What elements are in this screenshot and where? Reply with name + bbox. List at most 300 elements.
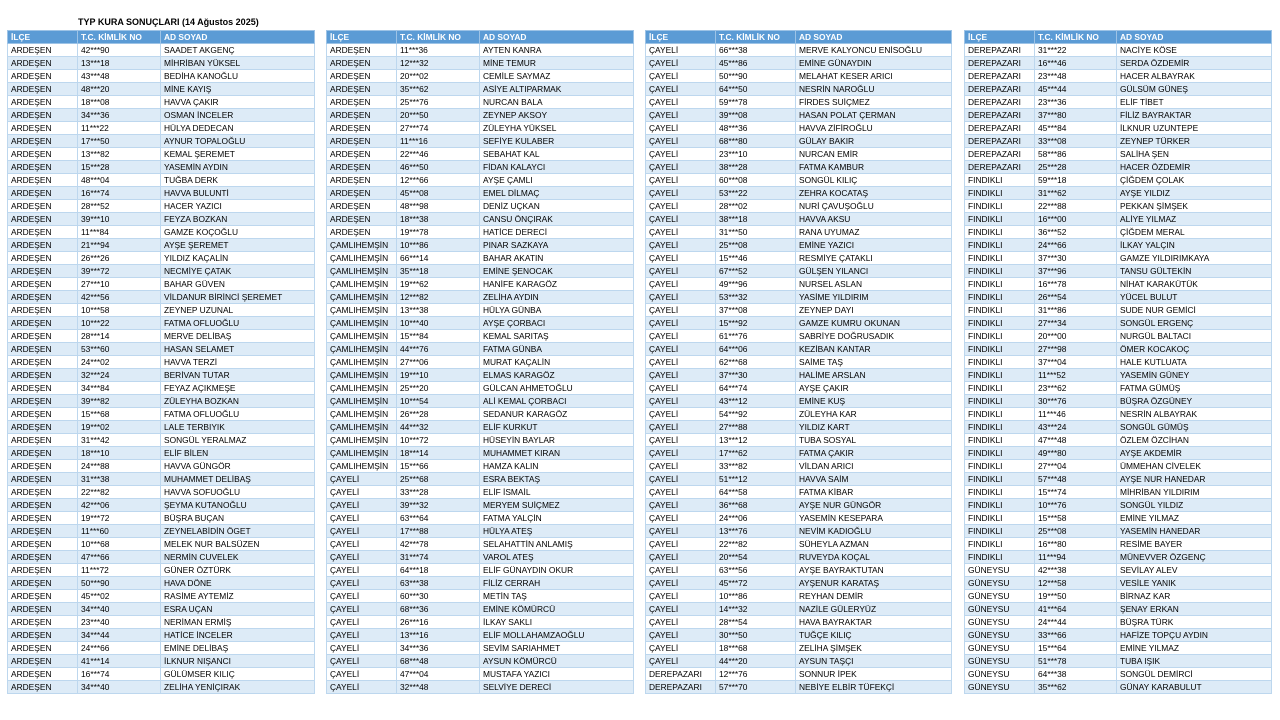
cell-tc-kimlik-no: 41***64: [1035, 603, 1117, 616]
table-row: [8, 382, 315, 395]
cell-tc-kimlik-no: 27***74: [397, 122, 480, 135]
cell-ad-soyad: YASİME YILDIRIM: [796, 291, 952, 304]
table-row: [327, 252, 634, 265]
table-row: [327, 629, 634, 642]
table-row: [327, 226, 634, 239]
table-row: [965, 356, 1272, 369]
cell-tc-kimlik-no: 36***68: [716, 499, 796, 512]
cell-ilce: ARDEŞEN: [327, 174, 397, 187]
cell-ad-soyad: İLKAY YALÇIN: [1117, 239, 1272, 252]
table-row: [327, 447, 634, 460]
cell-ilce: ÇAYELİ: [646, 577, 716, 590]
cell-tc-kimlik-no: 12***66: [397, 174, 480, 187]
cell-tc-kimlik-no: 42***06: [78, 499, 161, 512]
cell-ad-soyad: RUVEYDA KOÇAL: [796, 551, 952, 564]
cell-tc-kimlik-no: 24***06: [716, 512, 796, 525]
table-row: [646, 83, 952, 96]
table-row: [646, 616, 952, 629]
cell-tc-kimlik-no: 26***54: [1035, 291, 1117, 304]
cell-ad-soyad: ÜMMEHAN CİVELEK: [1117, 460, 1272, 473]
cell-ad-soyad: ELİF KURKUT: [480, 421, 634, 434]
table-row: [327, 369, 634, 382]
cell-tc-kimlik-no: 27***04: [1035, 460, 1117, 473]
cell-ad-soyad: BÜŞRA ÖZGÜNEY: [1117, 395, 1272, 408]
table-row: [327, 161, 634, 174]
cell-ilce: ÇAYELİ: [327, 629, 397, 642]
header-tc-kimlik-no: T.C. KİMLİK NO: [397, 31, 480, 44]
cell-ilce: DEREPAZARI: [965, 135, 1035, 148]
cell-tc-kimlik-no: 35***18: [397, 265, 480, 278]
cell-tc-kimlik-no: 48***98: [397, 200, 480, 213]
cell-ilce: ARDEŞEN: [8, 356, 78, 369]
cell-ad-soyad: NESRİN NAROĞLU: [796, 83, 952, 96]
table-row: [8, 70, 315, 83]
cell-ilce: ARDEŞEN: [8, 512, 78, 525]
cell-ilce: ÇAYELİ: [646, 70, 716, 83]
table-row: [327, 564, 634, 577]
cell-ilce: FINDIKLI: [965, 525, 1035, 538]
cell-ad-soyad: HAVVA BULUNTİ: [161, 187, 315, 200]
cell-tc-kimlik-no: 13***12: [716, 434, 796, 447]
cell-ad-soyad: HANİFE KARAGÖZ: [480, 278, 634, 291]
cell-ad-soyad: SERDA ÖZDEMİR: [1117, 57, 1272, 70]
header-ilce: İLÇE: [8, 31, 78, 44]
table-row: [646, 200, 952, 213]
table-row: [965, 343, 1272, 356]
table-row: [646, 668, 952, 681]
cell-ad-soyad: NURCAN BALA: [480, 96, 634, 109]
cell-ad-soyad: BAHAR AKATIN: [480, 252, 634, 265]
cell-tc-kimlik-no: 31***38: [78, 473, 161, 486]
table-row: [327, 213, 634, 226]
cell-ilce: ARDEŞEN: [8, 252, 78, 265]
cell-tc-kimlik-no: 23***62: [1035, 382, 1117, 395]
cell-ad-soyad: RASİME AYTEMİZ: [161, 590, 315, 603]
cell-ilce: ARDEŞEN: [8, 291, 78, 304]
cell-ilce: ARDEŞEN: [8, 499, 78, 512]
cell-ilce: ÇAYELİ: [646, 642, 716, 655]
cell-ilce: ARDEŞEN: [8, 447, 78, 460]
header-ilce: İLÇE: [646, 31, 716, 44]
cell-ad-soyad: BAHAR GÜVEN: [161, 278, 315, 291]
header-ad-soyad: AD SOYAD: [480, 31, 634, 44]
cell-tc-kimlik-no: 45***86: [716, 57, 796, 70]
table-row: [327, 655, 634, 668]
table-row: [646, 499, 952, 512]
cell-ad-soyad: SONGÜL KILIÇ: [796, 174, 952, 187]
table-row: [965, 447, 1272, 460]
cell-ad-soyad: HACER YAZICI: [161, 200, 315, 213]
cell-tc-kimlik-no: 33***28: [397, 486, 480, 499]
cell-ilce: ÇAYELİ: [646, 590, 716, 603]
table-row: [965, 460, 1272, 473]
table-row: [8, 434, 315, 447]
cell-ad-soyad: NERMİN CUVELEK: [161, 551, 315, 564]
cell-ilce: ARDEŞEN: [8, 525, 78, 538]
table-row: [646, 655, 952, 668]
table-row: [327, 616, 634, 629]
cell-ilce: FINDIKLI: [965, 512, 1035, 525]
cell-ilce: ÇAYELİ: [646, 343, 716, 356]
cell-ilce: ARDEŞEN: [8, 265, 78, 278]
table-row: [8, 512, 315, 525]
table-row: [646, 57, 952, 70]
table-row: [327, 408, 634, 421]
cell-tc-kimlik-no: 26***16: [397, 616, 480, 629]
cell-ilce: GÜNEYSU: [965, 668, 1035, 681]
header-tc-kimlik-no: T.C. KİMLİK NO: [1035, 31, 1117, 44]
cell-ad-soyad: SONGÜL GÜMÜŞ: [1117, 421, 1272, 434]
table-row: [646, 239, 952, 252]
cell-ilce: ÇAYELİ: [646, 395, 716, 408]
cell-tc-kimlik-no: 47***04: [397, 668, 480, 681]
table-row: [327, 135, 634, 148]
cell-ad-soyad: SELAHATTİN ANLAMIŞ: [480, 538, 634, 551]
table-row: [965, 564, 1272, 577]
cell-ad-soyad: RANA UYUMAZ: [796, 226, 952, 239]
cell-ilce: ÇAYELİ: [646, 161, 716, 174]
cell-ilce: ÇAYELİ: [646, 356, 716, 369]
table-row: [327, 330, 634, 343]
cell-ad-soyad: OSMAN İNCELER: [161, 109, 315, 122]
cell-ilce: DEREPAZARI: [965, 109, 1035, 122]
cell-ilce: ARDEŞEN: [8, 96, 78, 109]
table-row: [965, 642, 1272, 655]
cell-tc-kimlik-no: 32***48: [397, 681, 480, 694]
cell-tc-kimlik-no: 54***92: [716, 408, 796, 421]
cell-tc-kimlik-no: 10***86: [716, 590, 796, 603]
cell-ad-soyad: EMİNE YILMAZ: [1117, 642, 1272, 655]
cell-tc-kimlik-no: 35***62: [397, 83, 480, 96]
cell-ilce: DEREPAZARI: [965, 70, 1035, 83]
cell-ad-soyad: DENİZ UÇKAN: [480, 200, 634, 213]
cell-ad-soyad: SONGÜL ERGENÇ: [1117, 317, 1272, 330]
table-row: [646, 460, 952, 473]
cell-tc-kimlik-no: 24***66: [1035, 239, 1117, 252]
cell-tc-kimlik-no: 38***28: [716, 161, 796, 174]
cell-ilce: ÇAYELİ: [646, 369, 716, 382]
cell-tc-kimlik-no: 20***54: [716, 551, 796, 564]
cell-ad-soyad: HÜLYA DEDECAN: [161, 122, 315, 135]
cell-tc-kimlik-no: 42***56: [78, 291, 161, 304]
cell-ad-soyad: SELVİYE DERECİ: [480, 681, 634, 694]
cell-ad-soyad: İLKAY SAKLI: [480, 616, 634, 629]
table-row: [327, 538, 634, 551]
header-tc-kimlik-no: T.C. KİMLİK NO: [716, 31, 796, 44]
cell-ilce: GÜNEYSU: [965, 655, 1035, 668]
table-row: [965, 434, 1272, 447]
cell-ad-soyad: NEVİM KADIOĞLU: [796, 525, 952, 538]
cell-ilce: ÇAYELİ: [646, 421, 716, 434]
cell-tc-kimlik-no: 18***08: [78, 96, 161, 109]
cell-ad-soyad: SEVİM SARIAHMET: [480, 642, 634, 655]
table-row: [646, 512, 952, 525]
table-row: [965, 603, 1272, 616]
table-row: [646, 265, 952, 278]
cell-ad-soyad: MİNE TEMUR: [480, 57, 634, 70]
cell-ad-soyad: MERVE KALYONCU ENİSOĞLU: [796, 44, 952, 57]
cell-tc-kimlik-no: 13***76: [716, 525, 796, 538]
cell-tc-kimlik-no: 25***76: [397, 96, 480, 109]
cell-ad-soyad: CANSU ÖNÇIRAK: [480, 213, 634, 226]
cell-ad-soyad: SEBAHAT KAL: [480, 148, 634, 161]
cell-tc-kimlik-no: 15***28: [78, 161, 161, 174]
table-row: [646, 538, 952, 551]
cell-ilce: FINDIKLI: [965, 174, 1035, 187]
cell-ilce: ÇAYELİ: [646, 148, 716, 161]
cell-tc-kimlik-no: 49***80: [1035, 447, 1117, 460]
cell-ilce: FINDIKLI: [965, 551, 1035, 564]
table-row: [965, 655, 1272, 668]
table-row: [327, 343, 634, 356]
table-row: [646, 330, 952, 343]
table-row: [646, 187, 952, 200]
cell-ilce: ARDEŞEN: [8, 109, 78, 122]
cell-tc-kimlik-no: 22***46: [397, 148, 480, 161]
cell-ad-soyad: EMİNE YILMAZ: [1117, 512, 1272, 525]
cell-tc-kimlik-no: 17***62: [716, 447, 796, 460]
table-row: [8, 96, 315, 109]
cell-ilce: ÇAYELİ: [646, 447, 716, 460]
cell-tc-kimlik-no: 33***82: [716, 460, 796, 473]
table-row: [8, 590, 315, 603]
table-row: [965, 421, 1272, 434]
cell-ilce: ARDEŞEN: [327, 135, 397, 148]
cell-tc-kimlik-no: 10***22: [78, 317, 161, 330]
cell-tc-kimlik-no: 17***50: [78, 135, 161, 148]
table-row: [327, 148, 634, 161]
table-row: [327, 109, 634, 122]
table-row: [646, 317, 952, 330]
cell-tc-kimlik-no: 64***38: [1035, 668, 1117, 681]
table-row: [965, 96, 1272, 109]
table-row: [8, 226, 315, 239]
cell-tc-kimlik-no: 12***82: [397, 291, 480, 304]
cell-ad-soyad: YÜCEL BULUT: [1117, 291, 1272, 304]
cell-tc-kimlik-no: 20***00: [1035, 330, 1117, 343]
cell-tc-kimlik-no: 23***10: [716, 148, 796, 161]
cell-tc-kimlik-no: 42***90: [78, 44, 161, 57]
cell-ilce: ÇAYELİ: [327, 473, 397, 486]
cell-ilce: FINDIKLI: [965, 291, 1035, 304]
table-row: [965, 616, 1272, 629]
cell-ilce: ARDEŞEN: [327, 148, 397, 161]
cell-ad-soyad: NURCAN EMİR: [796, 148, 952, 161]
cell-ilce: ARDEŞEN: [8, 538, 78, 551]
cell-ilce: ÇAYELİ: [327, 499, 397, 512]
cell-tc-kimlik-no: 48***20: [78, 83, 161, 96]
cell-tc-kimlik-no: 60***30: [397, 590, 480, 603]
cell-ad-soyad: MİNE KAYIŞ: [161, 83, 315, 96]
cell-ad-soyad: BERİVAN TUTAR: [161, 369, 315, 382]
table-row: [965, 226, 1272, 239]
table-row: [8, 200, 315, 213]
cell-ad-soyad: FATMA ÇAKIR: [796, 447, 952, 460]
cell-ad-soyad: SEDANUR KARAGÖZ: [480, 408, 634, 421]
cell-ilce: FINDIKLI: [965, 239, 1035, 252]
cell-ad-soyad: NECMİYE ÇATAK: [161, 265, 315, 278]
cell-ad-soyad: FATMA OFLUOĞLU: [161, 317, 315, 330]
cell-ad-soyad: YILDIZ KAÇALİN: [161, 252, 315, 265]
table-row: [646, 525, 952, 538]
table-row: [646, 577, 952, 590]
table-row: [327, 96, 634, 109]
cell-ilce: FINDIKLI: [965, 265, 1035, 278]
cell-ad-soyad: ZEYNELABİDİN ÖGET: [161, 525, 315, 538]
table-row: [646, 434, 952, 447]
table-row: [8, 369, 315, 382]
cell-ad-soyad: MELAHAT KESER ARICI: [796, 70, 952, 83]
cell-ad-soyad: SONGÜL DEMİRCİ: [1117, 668, 1272, 681]
cell-ilce: ARDEŞEN: [8, 135, 78, 148]
cell-tc-kimlik-no: 53***60: [78, 343, 161, 356]
table-row: [646, 213, 952, 226]
cell-tc-kimlik-no: 57***48: [1035, 473, 1117, 486]
cell-ilce: ÇAMLIHEMŞİN: [327, 434, 397, 447]
cell-ad-soyad: ŞEYMA KUTANOĞLU: [161, 499, 315, 512]
cell-tc-kimlik-no: 22***88: [1035, 200, 1117, 213]
cell-tc-kimlik-no: 45***84: [1035, 122, 1117, 135]
cell-ad-soyad: FİLİZ CERRAH: [480, 577, 634, 590]
cell-tc-kimlik-no: 48***36: [716, 122, 796, 135]
cell-ilce: GÜNEYSU: [965, 629, 1035, 642]
cell-ad-soyad: MÜNEVVER ÖZGENÇ: [1117, 551, 1272, 564]
cell-tc-kimlik-no: 48***04: [78, 174, 161, 187]
cell-ilce: ARDEŞEN: [8, 564, 78, 577]
cell-ad-soyad: YASEMİN AYDIN: [161, 161, 315, 174]
cell-ilce: FINDIKLI: [965, 330, 1035, 343]
table-row: [327, 642, 634, 655]
cell-ilce: ÇAYELİ: [327, 655, 397, 668]
table-row: [8, 148, 315, 161]
cell-ilce: FINDIKLI: [965, 369, 1035, 382]
cell-ad-soyad: SÜHEYLA AZMAN: [796, 538, 952, 551]
cell-ad-soyad: YASEMİN GÜNEY: [1117, 369, 1272, 382]
cell-ilce: FINDIKLI: [965, 538, 1035, 551]
cell-ilce: ARDEŞEN: [327, 57, 397, 70]
cell-ad-soyad: GÜLÜMSER KILIÇ: [161, 668, 315, 681]
cell-ad-soyad: ELİF TİBET: [1117, 96, 1272, 109]
cell-ilce: ÇAYELİ: [646, 83, 716, 96]
table-row: [965, 200, 1272, 213]
cell-tc-kimlik-no: 61***76: [716, 330, 796, 343]
cell-ilce: ÇAYELİ: [646, 200, 716, 213]
cell-ilce: ARDEŞEN: [327, 83, 397, 96]
cell-ad-soyad: KEZİBAN KANTAR: [796, 343, 952, 356]
header-ilce: İLÇE: [327, 31, 397, 44]
cell-tc-kimlik-no: 64***06: [716, 343, 796, 356]
cell-ilce: ÇAMLIHEMŞİN: [327, 343, 397, 356]
table-row: [965, 70, 1272, 83]
table-row: [8, 161, 315, 174]
cell-ad-soyad: AYŞE NUR HANEDAR: [1117, 473, 1272, 486]
table-row: [646, 148, 952, 161]
table-row: [8, 538, 315, 551]
cell-ilce: ARDEŞEN: [8, 200, 78, 213]
table-row: [8, 122, 315, 135]
cell-ilce: ARDEŞEN: [8, 187, 78, 200]
cell-ad-soyad: NURSEL ASLAN: [796, 278, 952, 291]
cell-ilce: ÇAYELİ: [646, 57, 716, 70]
table-row: [327, 603, 634, 616]
cell-ilce: ÇAYELİ: [327, 577, 397, 590]
table-row: [327, 317, 634, 330]
cell-tc-kimlik-no: 12***76: [716, 668, 796, 681]
cell-ilce: ARDEŞEN: [8, 421, 78, 434]
cell-tc-kimlik-no: 11***60: [78, 525, 161, 538]
table-row: [965, 57, 1272, 70]
cell-ad-soyad: FİDAN KALAYCI: [480, 161, 634, 174]
cell-tc-kimlik-no: 39***72: [78, 265, 161, 278]
cell-ilce: ÇAYELİ: [646, 434, 716, 447]
cell-tc-kimlik-no: 24***44: [1035, 616, 1117, 629]
cell-ilce: ÇAMLIHEMŞİN: [327, 369, 397, 382]
cell-ad-soyad: GAMZE KUMRU OKUNAN: [796, 317, 952, 330]
cell-tc-kimlik-no: 25***08: [716, 239, 796, 252]
cell-tc-kimlik-no: 25***20: [397, 382, 480, 395]
table-row: [965, 512, 1272, 525]
cell-tc-kimlik-no: 13***18: [78, 57, 161, 70]
cell-ilce: ÇAYELİ: [327, 642, 397, 655]
cell-ad-soyad: HÜSEYİN BAYLAR: [480, 434, 634, 447]
cell-tc-kimlik-no: 45***72: [716, 577, 796, 590]
cell-ilce: FINDIKLI: [965, 447, 1035, 460]
table-row: [8, 187, 315, 200]
cell-ad-soyad: KEMAL SARITAŞ: [480, 330, 634, 343]
cell-ad-soyad: ZEYNEP TÜRKER: [1117, 135, 1272, 148]
table-row: [646, 421, 952, 434]
cell-ilce: DEREPAZARI: [965, 83, 1035, 96]
cell-ilce: ARDEŞEN: [8, 486, 78, 499]
cell-tc-kimlik-no: 37***80: [1035, 109, 1117, 122]
cell-ad-soyad: FEYAZ AÇIKMEŞE: [161, 382, 315, 395]
cell-ilce: FINDIKLI: [965, 382, 1035, 395]
cell-ilce: GÜNEYSU: [965, 642, 1035, 655]
cell-tc-kimlik-no: 59***18: [1035, 174, 1117, 187]
table-row: [8, 460, 315, 473]
table-row: [327, 239, 634, 252]
cell-tc-kimlik-no: 25***28: [1035, 161, 1117, 174]
cell-tc-kimlik-no: 34***36: [78, 109, 161, 122]
cell-tc-kimlik-no: 25***08: [1035, 525, 1117, 538]
cell-tc-kimlik-no: 15***66: [397, 460, 480, 473]
table-row: [8, 278, 315, 291]
cell-ilce: DEREPAZARI: [965, 44, 1035, 57]
cell-tc-kimlik-no: 43***12: [716, 395, 796, 408]
cell-ilce: ÇAYELİ: [327, 603, 397, 616]
table-row: [8, 447, 315, 460]
cell-ad-soyad: ZELİHA AYDIN: [480, 291, 634, 304]
cell-ilce: ÇAYELİ: [646, 499, 716, 512]
cell-ad-soyad: FATMA GÜMÜŞ: [1117, 382, 1272, 395]
table-row: [327, 57, 634, 70]
cell-ilce: ÇAYELİ: [646, 109, 716, 122]
cell-tc-kimlik-no: 23***48: [1035, 70, 1117, 83]
cell-ad-soyad: RESMİYE ÇATAKLI: [796, 252, 952, 265]
cell-tc-kimlik-no: 64***18: [397, 564, 480, 577]
cell-ilce: FINDIKLI: [965, 486, 1035, 499]
table-row: [8, 408, 315, 421]
cell-tc-kimlik-no: 63***64: [397, 512, 480, 525]
cell-ad-soyad: TANSU GÜLTEKİN: [1117, 265, 1272, 278]
cell-ilce: ÇAYELİ: [646, 408, 716, 421]
cell-ilce: ARDEŞEN: [8, 213, 78, 226]
cell-tc-kimlik-no: 31***42: [78, 434, 161, 447]
cell-tc-kimlik-no: 13***38: [397, 304, 480, 317]
cell-ilce: ÇAYELİ: [646, 96, 716, 109]
cell-ilce: ÇAMLIHEMŞİN: [327, 460, 397, 473]
table-row: [965, 148, 1272, 161]
